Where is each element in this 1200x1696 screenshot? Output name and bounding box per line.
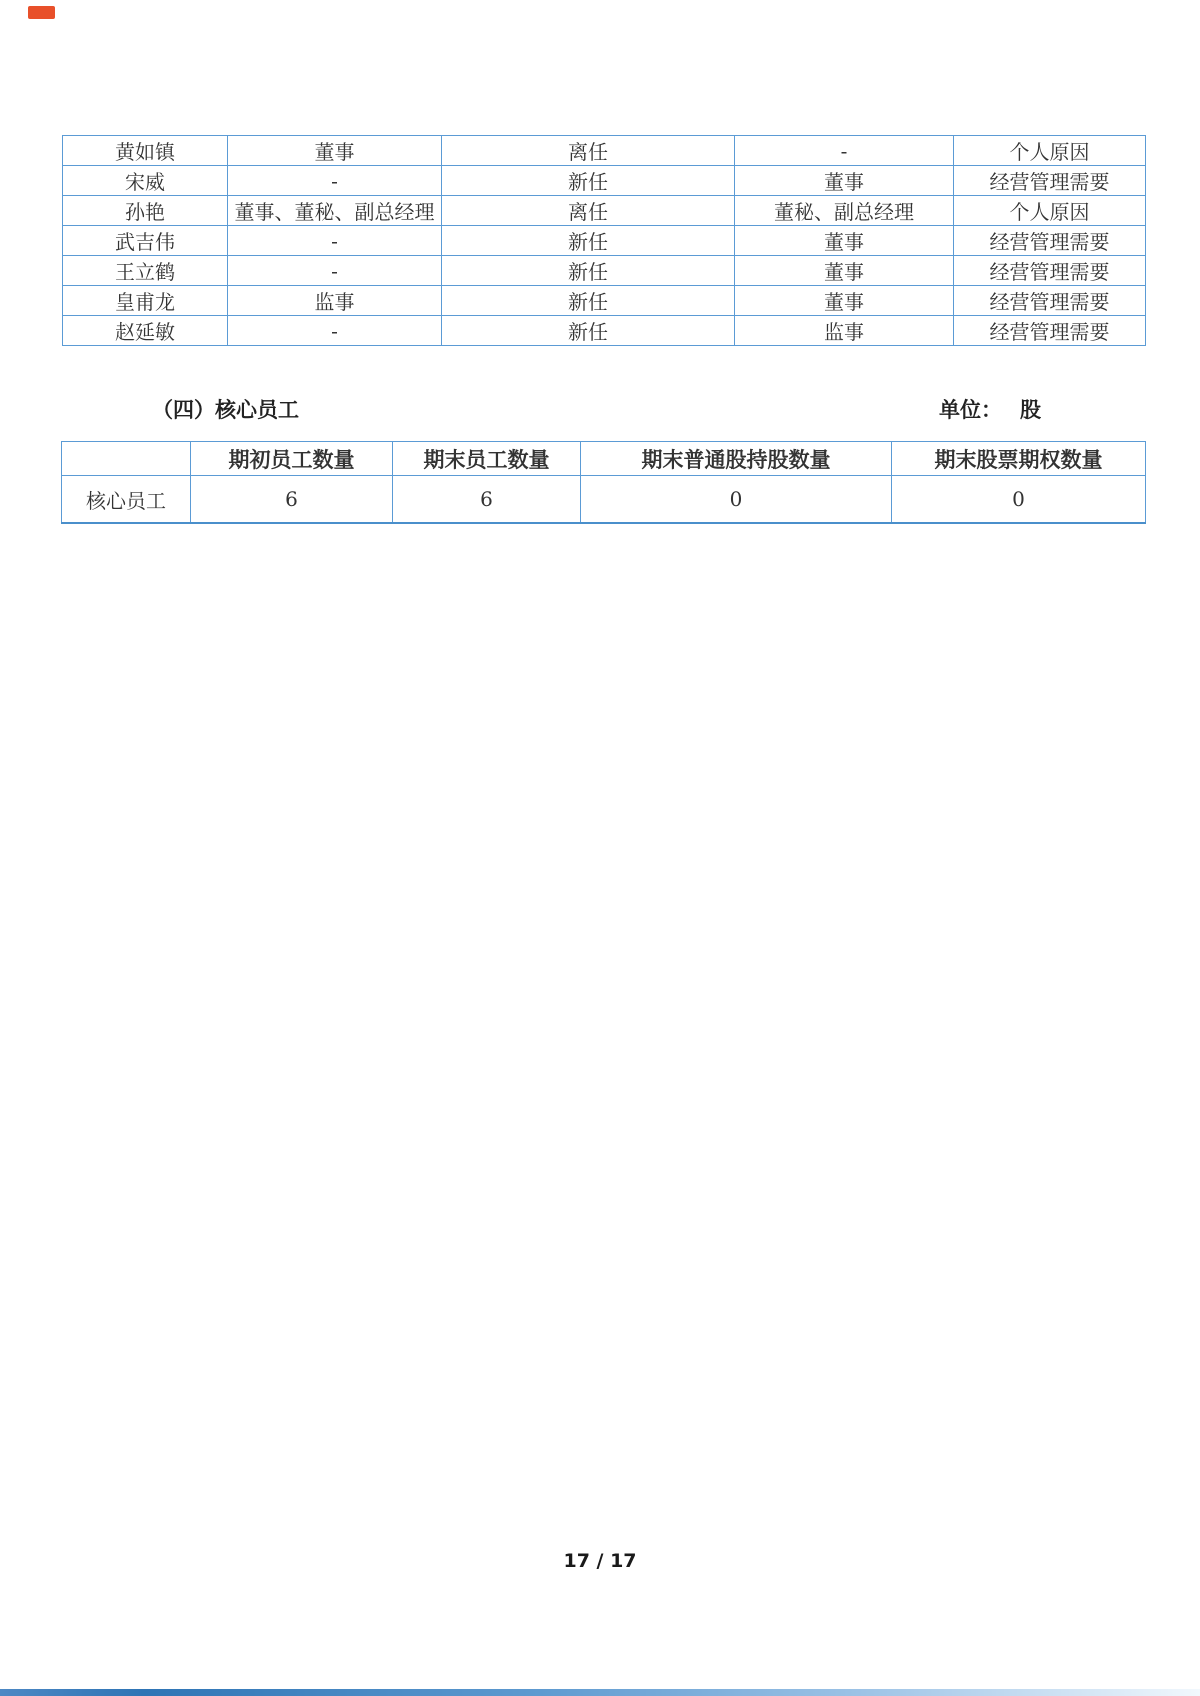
cell-change-type: 新任 [442,256,735,286]
cell-change-type: 离任 [442,136,735,166]
section-heading-line [62,394,1145,424]
unit-indicator [939,394,1145,424]
unit-label: 单位： [939,398,1002,422]
table-row [63,166,1146,196]
cell-new-position: 董事 [735,166,954,196]
table-row [63,286,1146,316]
cell-old-position: 董事 [228,136,442,166]
cell-change-type: 新任 [442,286,735,316]
cell-new-position: - [735,136,954,166]
cell-reason: 个人原因 [954,196,1146,226]
cell-row-label: 核心员工 [62,476,191,524]
cell-old-position: - [228,316,442,346]
cell-name: 皇甫龙 [63,286,228,316]
table-row [63,256,1146,286]
cell-name: 孙艳 [63,196,228,226]
header-begin-count: 期初员工数量 [191,442,393,476]
table-row [62,476,1146,524]
cell-end-common-shares: 0 [581,476,892,524]
cell-change-type: 新任 [442,166,735,196]
cell-name: 王立鹤 [63,256,228,286]
cell-name: 宋威 [63,166,228,196]
cell-reason: 个人原因 [954,136,1146,166]
cell-new-position: 董秘、副总经理 [735,196,954,226]
cell-new-position: 董事 [735,256,954,286]
cell-old-position: - [228,226,442,256]
cell-end-count: 6 [393,476,581,524]
section-title: （四）核心员工 [152,398,299,422]
header-end-common-shares: 期末普通股持股数量 [581,442,892,476]
bottom-accent-bar [0,1689,1200,1696]
cell-change-type: 新任 [442,226,735,256]
cell-reason: 经营管理需要 [954,256,1146,286]
core-employee-table [61,441,1145,524]
cell-change-type: 新任 [442,316,735,346]
cell-reason: 经营管理需要 [954,316,1146,346]
personnel-change-table [62,135,1145,346]
table-header-row [62,442,1146,476]
cell-name: 武吉伟 [63,226,228,256]
cell-begin-count: 6 [191,476,393,524]
header-blank [62,442,191,476]
cell-new-position: 董事 [735,286,954,316]
table-row [63,136,1146,166]
cell-end-stock-options: 0 [892,476,1146,524]
page-number: 17 / 17 [563,1550,637,1572]
cell-reason: 经营管理需要 [954,286,1146,316]
table-row [63,196,1146,226]
unit-value: 股 [1020,398,1041,422]
top-left-brand-mark [28,6,55,19]
cell-new-position: 监事 [735,316,954,346]
cell-old-position: 监事 [228,286,442,316]
cell-name: 赵延敏 [63,316,228,346]
cell-change-type: 离任 [442,196,735,226]
cell-old-position: - [228,166,442,196]
cell-reason: 经营管理需要 [954,226,1146,256]
cell-reason: 经营管理需要 [954,166,1146,196]
cell-old-position: - [228,256,442,286]
header-end-stock-options: 期末股票期权数量 [892,442,1146,476]
cell-new-position: 董事 [735,226,954,256]
table-row [63,316,1146,346]
cell-name: 黄如镇 [63,136,228,166]
table-row [63,226,1146,256]
header-end-count: 期末员工数量 [393,442,581,476]
cell-old-position: 董事、董秘、副总经理 [228,196,442,226]
